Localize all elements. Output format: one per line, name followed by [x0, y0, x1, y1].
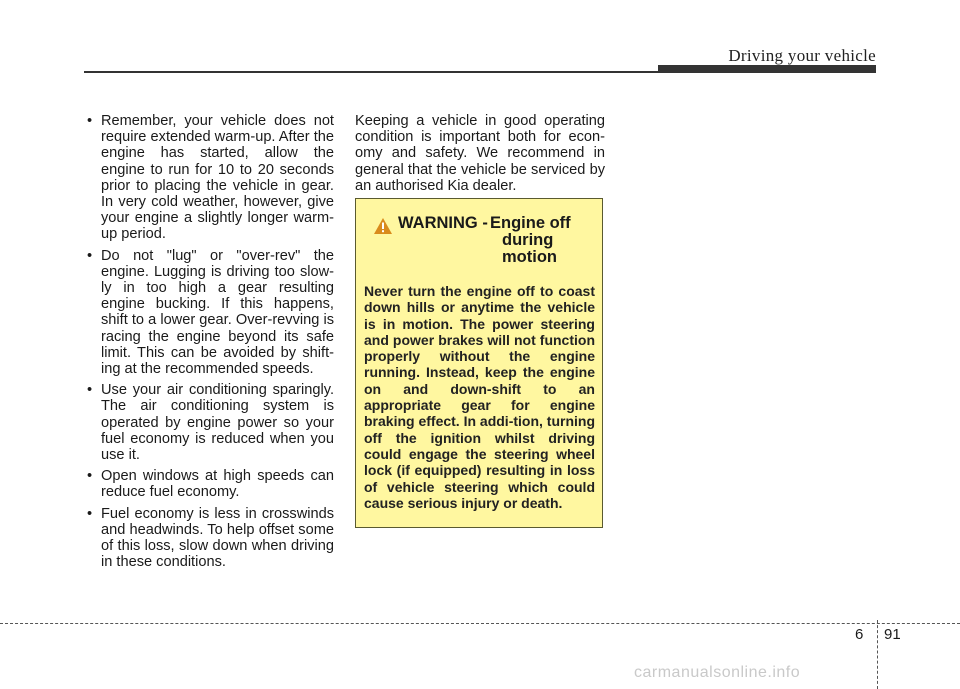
warning-label: WARNING -: [398, 214, 488, 232]
service-paragraph: Keeping a vehicle in good operating condition is important both for econ-omy and safety. We recommend in general that the vehicle be serviced by an authorised Kia dealer.: [355, 113, 605, 194]
list-item: • Remember, your vehicle does not require extended warm-up. After the engine has started, allow the engine to run for 10 to 20 seconds prior to placing the vehicle in gear. In very cold weather, however, give your engine a slightly longer warm-up period.: [84, 113, 334, 243]
chapter-number: 6: [855, 626, 864, 643]
list-item: • Use your air conditioning sparingly. The air conditioning system is operated by engine power so your fuel economy is reduced when you use it.: [84, 382, 334, 463]
warning-body: Never turn the engine off to coast down hills or anytime the vehicle is in motion. The power steering and power brakes will not function properly without the engine running. Instead, keep the engine on and down-shift to an appropriate gear for engine braking effect. In addi-tion, turning off the ignition whilst driving could engage the steering wheel lock (if equipped) resulting in loss of vehicle steering which could cause serious injury or death.: [364, 283, 595, 511]
section-title: Driving your vehicle: [728, 46, 876, 65]
warning-title-line: motion: [502, 248, 557, 266]
warning-triangle-icon: [374, 218, 392, 234]
list-item: • Open windows at high speeds can reduce fuel economy.: [84, 468, 334, 500]
footer-rule: [0, 623, 960, 624]
list-item: • Fuel economy is less in crosswinds and headwinds. To help offset some of this loss, slow down when driving in these conditions.: [84, 506, 334, 571]
header-rule-accent: [658, 65, 876, 73]
left-column: [84, 113, 334, 575]
tips-list: [84, 113, 334, 570]
page-number: 91: [884, 626, 901, 643]
warning-box: [355, 198, 603, 528]
warning-header: [364, 213, 595, 283]
warning-title-line: Engine off: [490, 214, 571, 232]
watermark: carmanualsonline.info: [634, 664, 801, 681]
header-rule: [84, 71, 660, 73]
middle-column: [355, 113, 605, 194]
footer-divider: [877, 620, 878, 689]
list-item: • Do not "lug" or "over-rev" the engine. Lugging is driving too slow-ly in too high a gear resulting engine bucking. If this happens, shift to a lower gear. Over-revving is racing the engine beyond its safe limit. This can be avoided by shift-ing at the recommended speeds.: [84, 248, 334, 378]
warning-title: [490, 214, 602, 266]
warning-title-line: during: [502, 231, 554, 249]
